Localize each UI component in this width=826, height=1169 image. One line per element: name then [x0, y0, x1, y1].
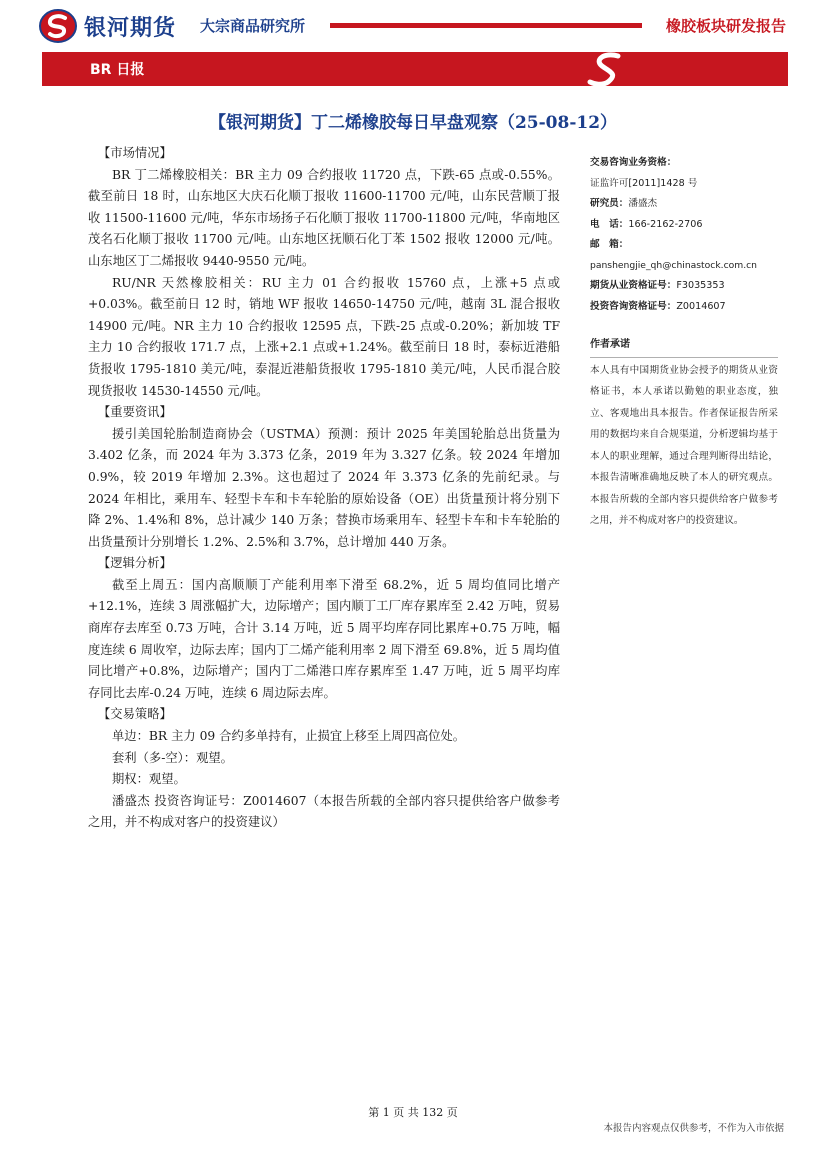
- analyst-sidebar: [590, 153, 778, 532]
- section-heading: 【重要资讯】: [98, 405, 172, 420]
- invest-license-label: 投资咨询资格证号：: [590, 300, 677, 312]
- galaxy-logo-icon: [38, 8, 78, 44]
- analyst-name: 潘盛杰: [628, 198, 658, 209]
- section-label: BR 日报: [90, 62, 145, 78]
- futures-license-label: 期货从业资格证号：: [590, 280, 677, 291]
- paragraph: 潘盛杰 投资咨询证号：Z0014607（本报告所载的全部内容只提供给客户做参考之用，并不构成对客户的投资建议）: [88, 793, 560, 830]
- report-type: 橡胶板块研发报告: [665, 17, 786, 35]
- report-body: [88, 143, 560, 834]
- pledge-title: 作者承诺: [590, 339, 630, 350]
- phone-label: 电 话：: [590, 218, 629, 230]
- pledge-divider: [590, 357, 778, 358]
- paragraph: BR 丁二烯橡胶相关：BR 主力 09 合约报收 11720 点，下跌-65 点或-0.55%。截至前日 18 时，山东地区大庆石化顺丁报收 11600-11700 元/吨，山东民营顺丁报收 11500-11600 元/吨，华东市场扬子石化顺丁报收 11700-11800 元/吨，华南地区茂名石化顺丁报收 11700 元/吨。山东地区抚顺石化丁苯 1502 报收 12000 元/吨。山东地区丁二烯报收 9440-9550 元/吨。: [88, 167, 560, 268]
- footer-disclaimer: 本报告内容观点仅供参考，不作为入市依据: [603, 1123, 784, 1134]
- paragraph: 截至上周五：国内高顺顺丁产能利用率下滑至 68.2%，近 5 周均值同比增产+12.1%，连续 3 周涨幅扩大，边际增产；国内顺丁工厂库存累库至 2.42 万吨，贸易商库存去库至 0.73 万吨，合计 3.14 万吨，近 5 周平均库存同比累库+0.75 万吨，幅度连续 6 周收窄，边际去库；国内丁二烯产能利用率 2 周下滑至 69.8%，近 5 周均值同比增产+0.8%，边际增产；国内丁二烯港口库存累库至 1.47 万吨，近 5 周平均库存同比去库-0.24 万吨，连续 6 周边际去库。: [88, 577, 560, 700]
- header-divider: [330, 23, 642, 28]
- swoosh-icon: [578, 52, 634, 86]
- qualification-title: 交易咨询业务资格：: [590, 157, 677, 168]
- paragraph: 套利（多-空）：观望。: [112, 750, 233, 765]
- paragraph: 期权：观望。: [112, 772, 186, 787]
- analyst-label: 研究员：: [590, 198, 629, 209]
- futures-license-value: F3035353: [676, 280, 725, 291]
- report-title: 【银河期货】丁二烯橡胶每日早盘观察（25-08-12）: [208, 113, 618, 133]
- section-heading: 【逻辑分析】: [98, 556, 172, 571]
- qualification-value: 证监许可[2011]1428 号: [590, 177, 698, 189]
- institute-name: 大宗商品研究所: [200, 17, 306, 35]
- pledge-text: 本人具有中国期货业协会授予的期货从业资格证书，本人承诺以勤勉的职业态度，独立、客观地出具本报告。作者保证报告所采用的数据均来自合规渠道，分析逻辑均基于本人的职业理解，通过合理判断得出结论，本报告清晰准确地反映了本人的研究观点。本报告所载的全部内容只提供给客户做参考之用，并不构成对客户的投资建议。: [590, 364, 778, 526]
- section-banner: [42, 52, 788, 86]
- phone-value: 166-2162-2706: [628, 218, 703, 230]
- paragraph: 援引美国轮胎制造商协会（USTMA）预测：预计 2025 年美国轮胎总出货量为 3.402 亿条，而 2024 年为 3.373 亿条，2019 年为 3.327 亿条。较 2024 年增加 0.9%，较 2019 年增加 2.3%。这也超过了 2024 年 3.373 亿条的先前纪录。与 2024 年相比，乘用车、轻型卡车和卡车轮胎的原始设备（OE）出货量预计将分别下降 2%、1.4%和 8%，总计减少 140 万条；替换市场乘用车、轻型卡车和卡车轮胎的出货量预计分别增长 1.2%、2.5%和 3.7%，总计增加 440 万条。: [88, 426, 560, 549]
- email-label: 邮 箱：: [590, 239, 629, 250]
- section-heading: 【市场情况】: [98, 146, 172, 160]
- invest-license-value: Z0014607: [676, 300, 726, 312]
- brand-logo: [38, 8, 176, 44]
- page-number: 第 1 页 共 132 页: [368, 1106, 458, 1119]
- email-value: panshengjie_qh@chinastock.com.cn: [590, 259, 757, 271]
- paragraph: RU/NR 天然橡胶相关：RU 主力 01 合约报收 15760 点，上涨+5 点或+0.03%。截至前日 12 时，销地 WF 报收 14650-14750 元/吨，越南 3L 混合报收 14900 元/吨。NR 主力 10 合约报收 12595 点，下跌-25 点或-0.20%；新加坡 TF 主力 10 合约报收 171.7 点，上涨+2.1 点或+1.24%。截至前日 18 时，泰标近港船货报收 1795-1810 美元/吨，泰混近港船货报收 1795-1810 美元/吨，人民币混合胶现货报收 14530-14550 元/吨。: [88, 275, 560, 398]
- paragraph: 单边：BR 主力 09 合约多单持有，止损宜上移至上周四高位处。: [112, 729, 466, 744]
- brand-name: 银河期货: [84, 15, 177, 41]
- section-heading: 【交易策略】: [98, 707, 172, 722]
